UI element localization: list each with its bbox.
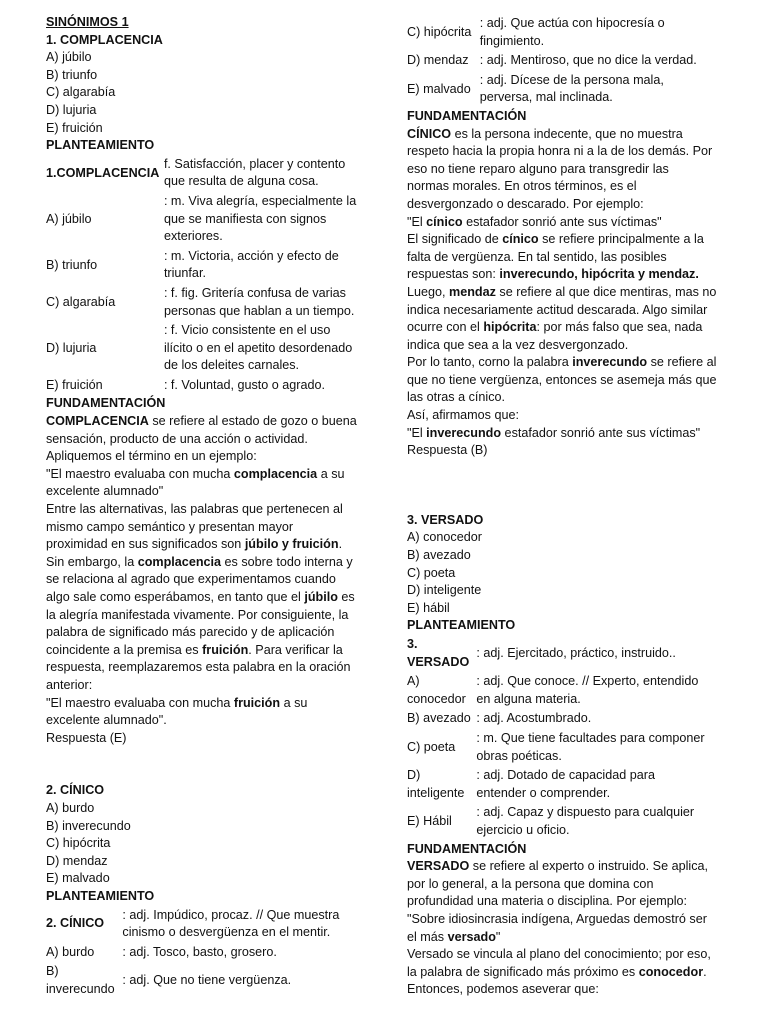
text-line: eso no tiene reparo alguno para transgredir las [407,161,669,176]
q1-option-c: C) algarabía [46,85,116,100]
text-run: es [337,590,355,604]
keyword: complacencia [137,554,222,569]
def-line: : m. Viva alegría, especialmente la [163,193,357,208]
text-line: anterior: [46,677,93,692]
def-term: D) mendaz [407,53,469,68]
def-text [164,247,364,284]
q2-def-row [46,962,364,999]
q2-def-row [46,943,364,963]
q3-fundamentacion-label: FUNDAMENTACIÓN [407,841,527,856]
q2-def-row [407,14,725,51]
def-line: : m. Que tiene facultades para componer [476,730,705,745]
text-line: que no tiene vergüenza, entonces se asemeja más que [407,372,717,387]
text-line: desvergonzado o descarado. Por ejemplo: [407,196,644,211]
q2-planteamiento-label: PLANTEAMIENTO [46,888,155,903]
def-term: C) algarabía [46,294,116,309]
q1-def-row [46,284,364,321]
q1-def-row [46,155,364,192]
def-line: ejercicio u oficio. [476,822,570,837]
def-text [476,729,725,766]
q2-option-d: D) mendaz [46,853,108,868]
def-term [407,635,476,672]
def-text [122,906,364,943]
q2-answer: Respuesta (B) [407,443,488,458]
q2-option-c: C) hipócrita [46,836,111,851]
keyword: CÍNICO [407,126,452,141]
q3-definitions-table [407,635,725,841]
text-line: normas morales. En otros términos, es el [407,179,637,194]
text-line: respuesta, reemplazaremos esta palabra en la oración [46,660,351,675]
def-term-line: conocedor [407,691,466,706]
def-term-line: D) [407,768,421,783]
q3-def-row [407,635,725,672]
left-column [46,14,364,999]
keyword: conocedor [638,964,704,979]
def-line: : adj. Ejercitado, práctico, instruido.. [476,645,676,660]
def-term: C) poeta [407,739,456,754]
keyword: VERSADO [407,859,470,874]
q1-def-row [46,321,364,376]
q2-definitions-table [46,906,364,1000]
def-text [122,943,364,963]
text-line: Entonces, podemos aseverar que: [407,982,599,997]
q1-header: 1. COMPLACENCIA [46,32,163,47]
text-line: por lo general, a la persona que domina con [407,876,654,891]
text-run: Luego, [407,284,450,299]
def-term-line: A) [407,674,420,689]
def-line: : f. Vicio consistente en el uso [163,323,331,338]
text-run: es la persona indecente, que no muestra [451,126,683,141]
text-run: . [338,537,343,552]
q3-option-c: C) poeta [407,565,456,580]
def-text [480,71,725,108]
def-line: : adj. Que conoce. // Experto, entendido [476,674,699,689]
q2-def-row [407,71,725,108]
q1-definitions-table [46,155,364,396]
text-line: la alegría manifestada vivamente. Por consiguiente, la [46,607,349,622]
q2-def-row [46,906,364,943]
q3-fundamentacion-text [407,858,725,999]
def-term: E) Hábil [407,814,452,829]
q1-def-row [46,192,364,247]
text-run: "El [407,214,427,229]
def-term-line: B) [46,964,59,979]
text-line: respeto hacia la propia honra ni a la de los demás. Por [407,144,713,159]
text-line: sensación, producto de una acción o actividad. [46,431,308,446]
text-run: Por lo tanto, corno la palabra [407,355,573,370]
def-line: triunfar. [163,266,206,281]
q3-def-row [407,729,725,766]
text-run: es sobre todo interna y [221,554,353,569]
text-run: se refiere al experto o instruido. Se aplica, [469,859,708,874]
def-line: : adj. Mentiroso, que no dice la verdad. [479,53,697,68]
q1-planteamiento-label: PLANTEAMIENTO [46,138,155,153]
def-line: en alguna materia. [476,691,581,706]
keyword: cínico [426,214,463,229]
text-run: "El maestro evaluaba con mucha [46,466,234,481]
def-line: : adj. Impúdico, procaz. // Que muestra [122,907,340,922]
text-run: a su [280,695,308,710]
def-term-line: VERSADO [407,654,470,669]
q3-option-a: A) conocedor [407,530,482,545]
def-text [122,962,364,999]
q2-fundamentacion-label: FUNDAMENTACIÓN [407,108,527,123]
text-run: "El [407,425,427,440]
q3-def-row [407,766,725,803]
text-line: Entre las alternativas, las palabras que pertenecen al [46,502,343,517]
def-line: f. Satisfacción, placer y contento [163,156,346,171]
def-line: : adj. Dotado de capacidad para [476,768,655,783]
def-term: 1.COMPLACENCIA [46,165,160,180]
def-line: perversa, mal inclinada. [479,90,613,105]
text-run: proximidad en sus significados son [46,537,245,552]
text-run: se refiere al [647,355,717,370]
keyword: COMPLACENCIA [46,414,149,429]
q1-def-row [46,376,364,396]
def-line: : adj. Que no tiene vergüenza. [122,973,292,988]
text-line: Versado se vincula al plano del conocimiento; por eso, [407,947,711,962]
text-run: la palabra de significado más próximo es [407,964,639,979]
def-term: C) hipócrita [407,24,472,39]
def-line: : adj. Dícese de la persona mala, [479,72,664,87]
text-line: excelente alumnado" [46,484,164,499]
def-line: : adj. Que actúa con hipocresía o [479,16,665,30]
text-line: excelente alumnado". [46,713,167,728]
text-line: "Sobre idiosincrasia indígena, Arguedas demostró ser [407,911,707,926]
keyword: cínico [502,232,539,247]
text-line: las otras a cínico. [407,390,505,405]
def-text [476,766,725,803]
text-run: algo sale como esperábamos, en tanto que el [46,590,305,604]
text-line: Apliquemos el término en un ejemplo: [46,449,257,464]
def-term: B) triunfo [46,257,98,272]
def-text [164,155,364,192]
def-line: que resulta de alguna cosa. [163,174,319,189]
def-line: obras poéticas. [476,748,562,763]
def-text [476,709,725,729]
text-run: "El maestro evaluaba con mucha [46,695,234,710]
text-line: falta de vergüenza. En tal sentido, las posibles [407,249,667,264]
text-run: ocurre con el [407,320,484,335]
keyword: versado [447,929,496,944]
text-run: se refiere al estado de gozo o buena [148,414,357,429]
q2-fundamentacion-text [407,126,725,460]
q3-def-row [407,709,725,729]
def-line: entender o comprender. [476,785,611,800]
def-line: : f. fig. Gritería confusa de varias [163,285,346,300]
q3-option-e: E) hábil [407,600,450,615]
text-run: Sin embargo, la [46,554,138,569]
q1-answer: Respuesta (E) [46,730,127,745]
def-text [480,51,725,71]
text-run: coincidente a la premisa es [46,642,203,657]
text-line: indica necesariamente actitud descarada. Algo similar [407,302,708,317]
def-term [407,766,476,803]
def-line: que se manifiesta con signos [163,211,327,226]
def-line: : adj. Acostumbrado. [476,711,592,726]
def-line: : f. Voluntad, gusto o agrado. [163,377,325,392]
text-run: se refiere al que dice mentiras, mas no [495,284,717,299]
text-run: El significado de [407,232,503,247]
text-run: estafador sonrió ante sus víctimas" [462,214,662,229]
def-term: E) malvado [407,81,471,96]
text-line: palabra de significado más parecido y de aplicación [46,625,335,640]
q2-def-row [407,51,725,71]
def-line: personas que hablan a un tiempo. [163,303,355,318]
q3-header: 3. VERSADO [407,512,484,527]
def-text [480,14,725,51]
keyword: júbilo [304,590,338,604]
def-term [46,962,122,999]
def-text [476,803,725,840]
text-run: respuestas son: [407,267,500,282]
q3-option-b: B) avezado [407,548,471,563]
def-text [476,672,725,709]
q1-fundamentacion-label: FUNDAMENTACIÓN [46,396,166,411]
def-line: de los deleites carnales. [163,358,300,373]
keyword: fruición [233,695,281,710]
document-title: SINÓNIMOS 1 [46,15,129,29]
text-run: " [495,929,501,944]
def-term: A) burdo [46,944,95,959]
def-line: exteriores. [163,229,223,244]
keyword: júbilo y fruición [244,537,339,552]
right-column [407,14,725,999]
text-run: . [703,964,707,979]
q1-def-row [46,247,364,284]
text-run: el más [407,929,448,944]
def-text [164,376,364,396]
q1-option-a: A) júbilo [46,50,92,65]
def-line: cinismo o desvergüenza en el mentir. [122,925,331,940]
q3-def-row [407,672,725,709]
text-line: profundidad una materia o disciplina. Por ejemplo: [407,894,688,909]
text-line: se relaciona al agrado que experimentamos cuando [46,572,336,587]
def-line: fingimiento. [479,33,545,48]
keyword: inverecundo, hipócrita y mendaz. [499,267,699,282]
keyword: mendaz [449,284,496,299]
text-run: se refiere principalmente a la [538,232,704,247]
def-text [164,321,364,376]
def-term-line: 3. [407,637,418,651]
q3-option-d: D) inteligente [407,583,482,598]
def-term: E) fruición [46,377,103,392]
q2-header: 2. CÍNICO [46,783,105,798]
def-term: 2. CÍNICO [46,916,105,931]
q2-option-e: E) malvado [46,871,110,886]
def-term-line: inverecundo [46,981,115,996]
q3-planteamiento-label: PLANTEAMIENTO [407,618,516,633]
def-term-line: inteligente [407,785,465,800]
text-line: Así, afirmamos que: [407,408,519,423]
q2-option-b: B) inverecundo [46,818,131,833]
keyword: fruición [202,642,249,657]
def-term [407,672,476,709]
text-line: indica que sea a la vez desvergonzado. [407,337,629,352]
def-line: ilícito o en el apetito desordenado [163,340,353,355]
def-line: : m. Victoria, acción y efecto de [163,248,339,263]
keyword: complacencia [233,466,318,481]
def-line: : adj. Capaz y dispuesto para cualquier [476,805,695,820]
text-line: mismo campo semántico y presentan mayor [46,519,294,534]
text-run: a su [317,466,345,481]
def-term: A) júbilo [46,211,92,226]
q1-option-d: D) lujuria [46,102,97,117]
keyword: inverecundo [426,425,502,440]
q1-fundamentacion-text [46,413,364,747]
def-text [164,192,364,247]
def-term: B) avezado [407,711,471,726]
def-text [164,284,364,321]
q2-definitions-table-cont [407,14,725,108]
def-text [476,635,725,672]
q3-def-row [407,803,725,840]
q2-option-a: A) burdo [46,800,95,815]
keyword: hipócrita [483,320,537,335]
text-run: estafador sonrió ante sus víctimas" [501,425,701,440]
keyword: inverecundo [572,355,648,370]
def-term: D) lujuria [46,340,97,355]
text-run: : por más falso que sea, nada [536,320,703,335]
q1-option-b: B) triunfo [46,67,98,82]
def-line: : adj. Tosco, basto, grosero. [122,944,277,959]
q1-option-e: E) fruición [46,120,103,135]
text-run: . Para verificar la [248,642,343,657]
